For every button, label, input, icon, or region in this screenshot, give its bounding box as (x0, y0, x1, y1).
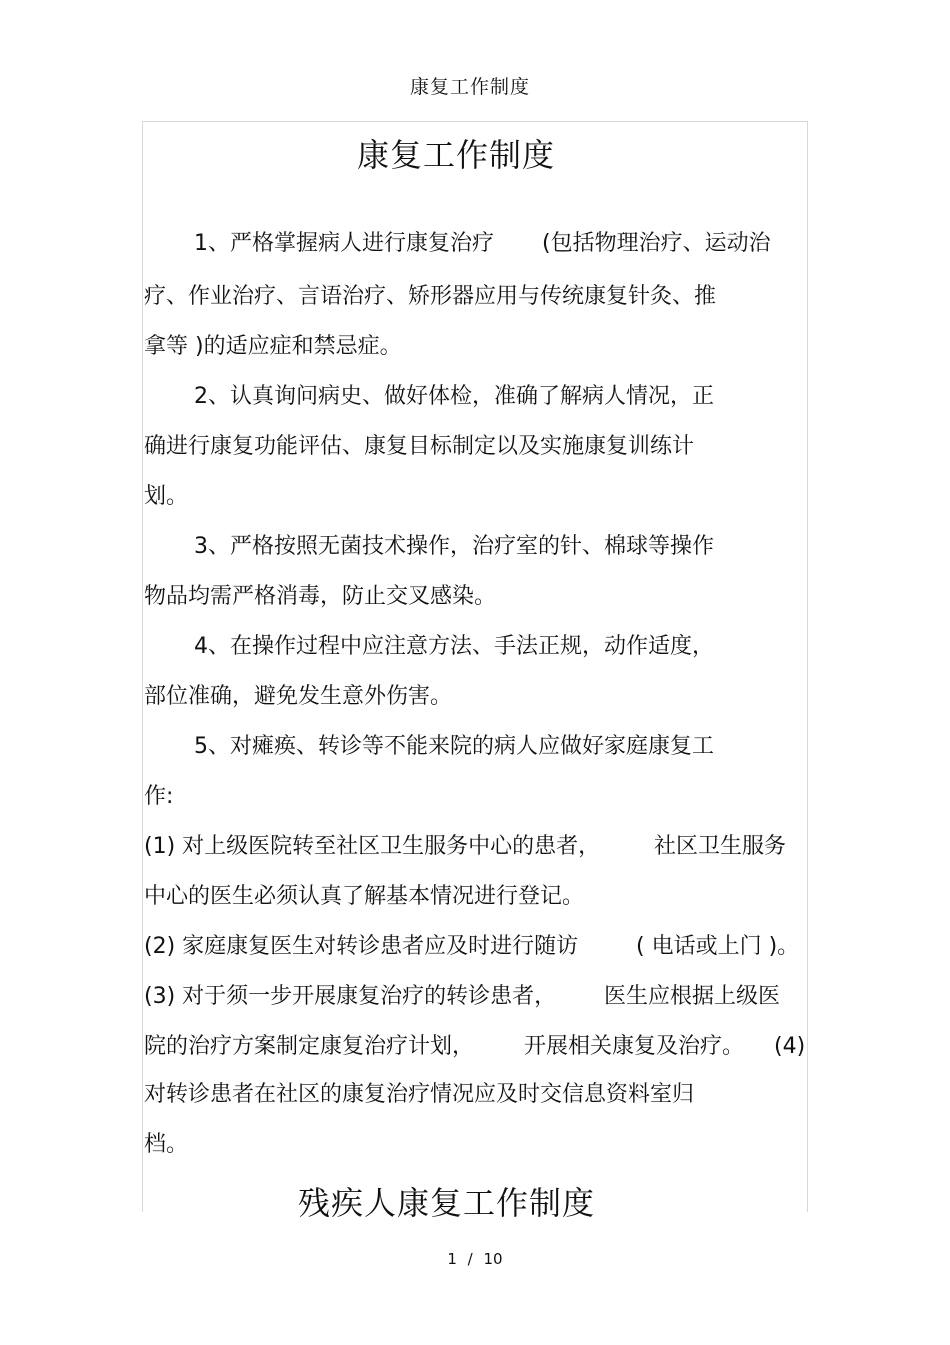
item-3-line-1b: 医生应根据上级医 (604, 984, 781, 1009)
item-2-line-1b: ( 电话或上门 )。 (636, 934, 800, 959)
item-1-line-2: 中心的医生必须认真了解基本情况进行登记。 (144, 884, 585, 909)
item-2-line-1a: (2) 家庭康复医生对转诊患者应及时进行随访 (144, 934, 579, 959)
item-4-line-1: 对转诊患者在社区的康复治疗情况应及时交信息资料室归 (144, 1082, 695, 1107)
paragraph-3-line-1: 3、严格按照无菌技术操作，治疗室的针、棉球等操作 (194, 534, 714, 559)
paragraph-2-line-1: 2、认真询问病史、做好体检，准确了解病人情况，正 (194, 384, 714, 409)
item-4-marker: (4) (774, 1034, 806, 1059)
item-3-line-2b: 开展相关康复及治疗。 (524, 1034, 745, 1059)
paragraph-2-line-2: 确进行康复功能评估、康复目标制定以及实施康复训练计 (144, 434, 695, 459)
paragraph-5-line-2: 作: (144, 784, 174, 809)
paragraph-3-line-2: 物品均需严格消毒，防止交叉感染。 (144, 584, 497, 609)
paragraph-1-line-2: 疗、作业治疗、言语治疗、矫形器应用与传统康复针灸、推 (144, 284, 717, 309)
item-1-line-1b: 社区卫生服务 (654, 834, 787, 859)
paragraph-1-line-1a: 1、严格掌握病人进行康复治疗 (194, 231, 494, 256)
page-number: 1 / 10 (447, 1250, 503, 1268)
paragraph-1-line-1b: (包括物理治疗、运动治 (542, 231, 771, 256)
paragraph-2-line-3: 划。 (144, 484, 189, 509)
paragraph-5-line-1: 5、对瘫痪、转诊等不能来院的病人应做好家庭康复工 (194, 734, 714, 759)
item-3-line-2a: 院的治疗方案制定康复治疗计划， (144, 1034, 475, 1059)
running-header: 康复工作制度 (409, 76, 530, 98)
item-1-line-1a: (1) 对上级医院转至社区卫生服务中心的患者， (144, 834, 601, 859)
item-3-line-1a: (3) 对于须一步开展康复治疗的转诊患者， (144, 984, 557, 1009)
paragraph-4-line-1: 4、在操作过程中应注意方法、手法正规，动作适度， (194, 634, 714, 659)
item-4-line-2: 档。 (144, 1132, 189, 1157)
document-title: 康复工作制度 (356, 136, 555, 174)
section-title: 残疾人康复工作制度 (298, 1184, 596, 1222)
paragraph-4-line-2: 部位准确，避免发生意外伤害。 (144, 684, 453, 709)
paragraph-1-line-3: 拿等 )的适应症和禁忌症。 (144, 334, 402, 359)
